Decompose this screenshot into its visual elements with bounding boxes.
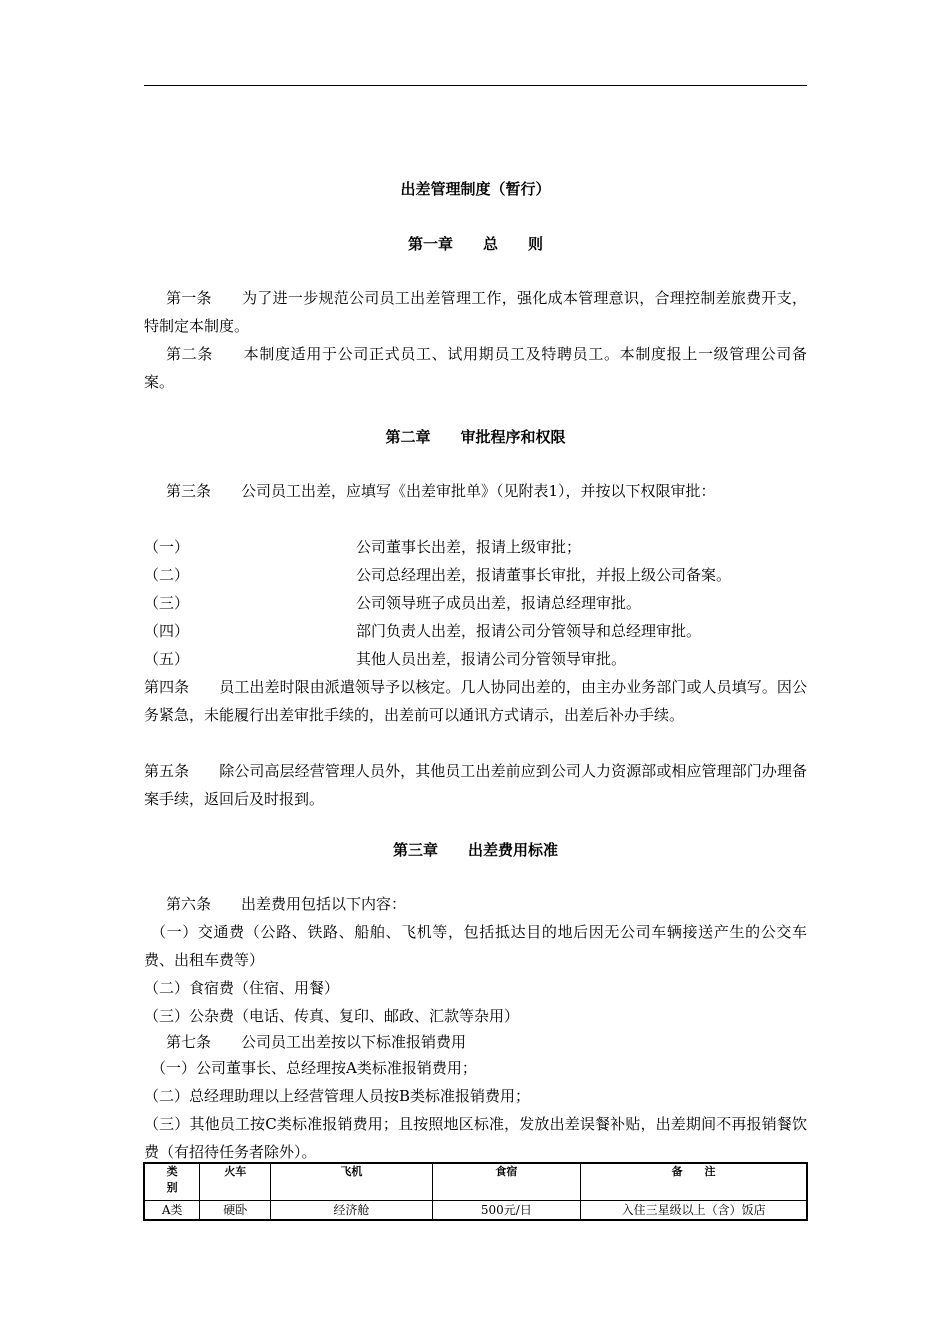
article-2-label: 第二条 xyxy=(166,345,213,363)
table-cell: A类 xyxy=(144,1201,200,1221)
article-2 xyxy=(144,340,807,396)
table-header-cell: 火车 xyxy=(200,1163,271,1201)
expense-item: （二）食宿费（住宿、用餐） xyxy=(144,979,340,997)
approval-item-text: 公司领导班子成员出差，报请总经理审批。 xyxy=(356,594,642,612)
article-6 xyxy=(144,890,807,918)
chapter-1-heading: 第一章 总 则 xyxy=(407,235,543,253)
table-header-cell: 飞机 xyxy=(271,1163,432,1201)
article-5-text: 除公司高层经营管理人员外，其他员工出差前应到公司人力资源部或相应管理部门办理备案手续，返回后及时报到。 xyxy=(144,762,807,808)
approval-item-text: 公司董事长出差，报请上级审批； xyxy=(356,538,582,556)
expense-item: （三）公杂费（电话、传真、复印、邮政、汇款等杂用） xyxy=(144,1007,520,1025)
article-3-label: 第三条 xyxy=(166,482,212,500)
table-row xyxy=(144,1201,807,1221)
article-6-label: 第六条 xyxy=(166,895,212,913)
chapter-2-heading: 第二章 审批程序和权限 xyxy=(385,428,566,446)
article-1 xyxy=(144,284,807,340)
article-4-text: 员工出差时限由派遣领导予以核定。几人协同出差的，由主办业务部门或人员填写。因公务紧急，未能履行出差审批手续的，出差前可以通讯方式请示，出差后补办手续。 xyxy=(144,678,807,724)
article-7-label: 第七条 xyxy=(166,1033,212,1051)
document-title: 出差管理制度（暂行） xyxy=(400,180,551,198)
approval-item-num: （一） xyxy=(144,538,190,556)
article-1-text: 为了进一步规范公司员工出差管理工作，强化成本管理意识，合理控制差旅费开支，特制定本制度。 xyxy=(144,289,807,335)
standard-item: （二）总经理助理以上经营管理人员按B类标准报销费用； xyxy=(144,1087,531,1105)
article-4 xyxy=(144,673,807,729)
approval-item-num: （二） xyxy=(144,566,190,584)
article-3-text: 公司员工出差，应填写《出差审批单》（见附表1），并按以下权限审批： xyxy=(241,482,716,500)
table-header-cell: 食宿 xyxy=(432,1163,581,1201)
chapter-3-heading: 第三章 出差费用标准 xyxy=(392,841,558,859)
table-cell: 500元/日 xyxy=(432,1201,581,1221)
article-5 xyxy=(144,757,807,813)
approval-item-num: （三） xyxy=(144,594,190,612)
expense-item: （一）交通费（公路、铁路、船舶、飞机等，包括抵达目的地后因无公司车辆接送产生的公交车费、出租车费等） xyxy=(144,923,807,969)
table-cell: 入住三星级以上（含）饭店 xyxy=(581,1201,807,1221)
table-header-cell: 备 注 xyxy=(581,1163,807,1201)
expense-standard-table xyxy=(143,1162,808,1221)
article-1-label: 第一条 xyxy=(166,289,212,307)
header-rule xyxy=(144,85,807,86)
article-3 xyxy=(144,477,807,505)
approval-item-num: （五） xyxy=(144,650,190,668)
article-4-label: 第四条 xyxy=(144,678,190,696)
article-2-text: 本制度适用于公司正式员工、试用期员工及特聘员工。本制度报上一级管理公司备案。 xyxy=(144,345,807,391)
table-header-cell: 类别 xyxy=(144,1163,200,1201)
article-7 xyxy=(144,1028,807,1056)
table-header-row xyxy=(144,1163,807,1201)
standard-item: （一）公司董事长、总经理按A类标准报销费用； xyxy=(151,1059,477,1077)
article-5-label: 第五条 xyxy=(144,762,190,780)
approval-item-text: 部门负责人出差，报请公司分管领导和总经理审批。 xyxy=(356,622,702,640)
approval-item-text: 公司总经理出差，报请董事长审批，并报上级公司备案。 xyxy=(356,566,732,584)
table-cell: 经济舱 xyxy=(271,1201,432,1221)
article-6-text: 出差费用包括以下内容： xyxy=(241,895,407,913)
standard-item: （三）其他员工按C类标准报销费用；且按照地区标准，发放出差误餐补贴，出差期间不再报销餐饮费（有招待任务者除外）。 xyxy=(144,1115,807,1161)
approval-item-num: （四） xyxy=(144,622,190,640)
table-cell: 硬卧 xyxy=(200,1201,271,1221)
approval-item-text: 其他人员出差，报请公司分管领导审批。 xyxy=(356,650,627,668)
article-7-text: 公司员工出差按以下标准报销费用 xyxy=(241,1033,467,1051)
